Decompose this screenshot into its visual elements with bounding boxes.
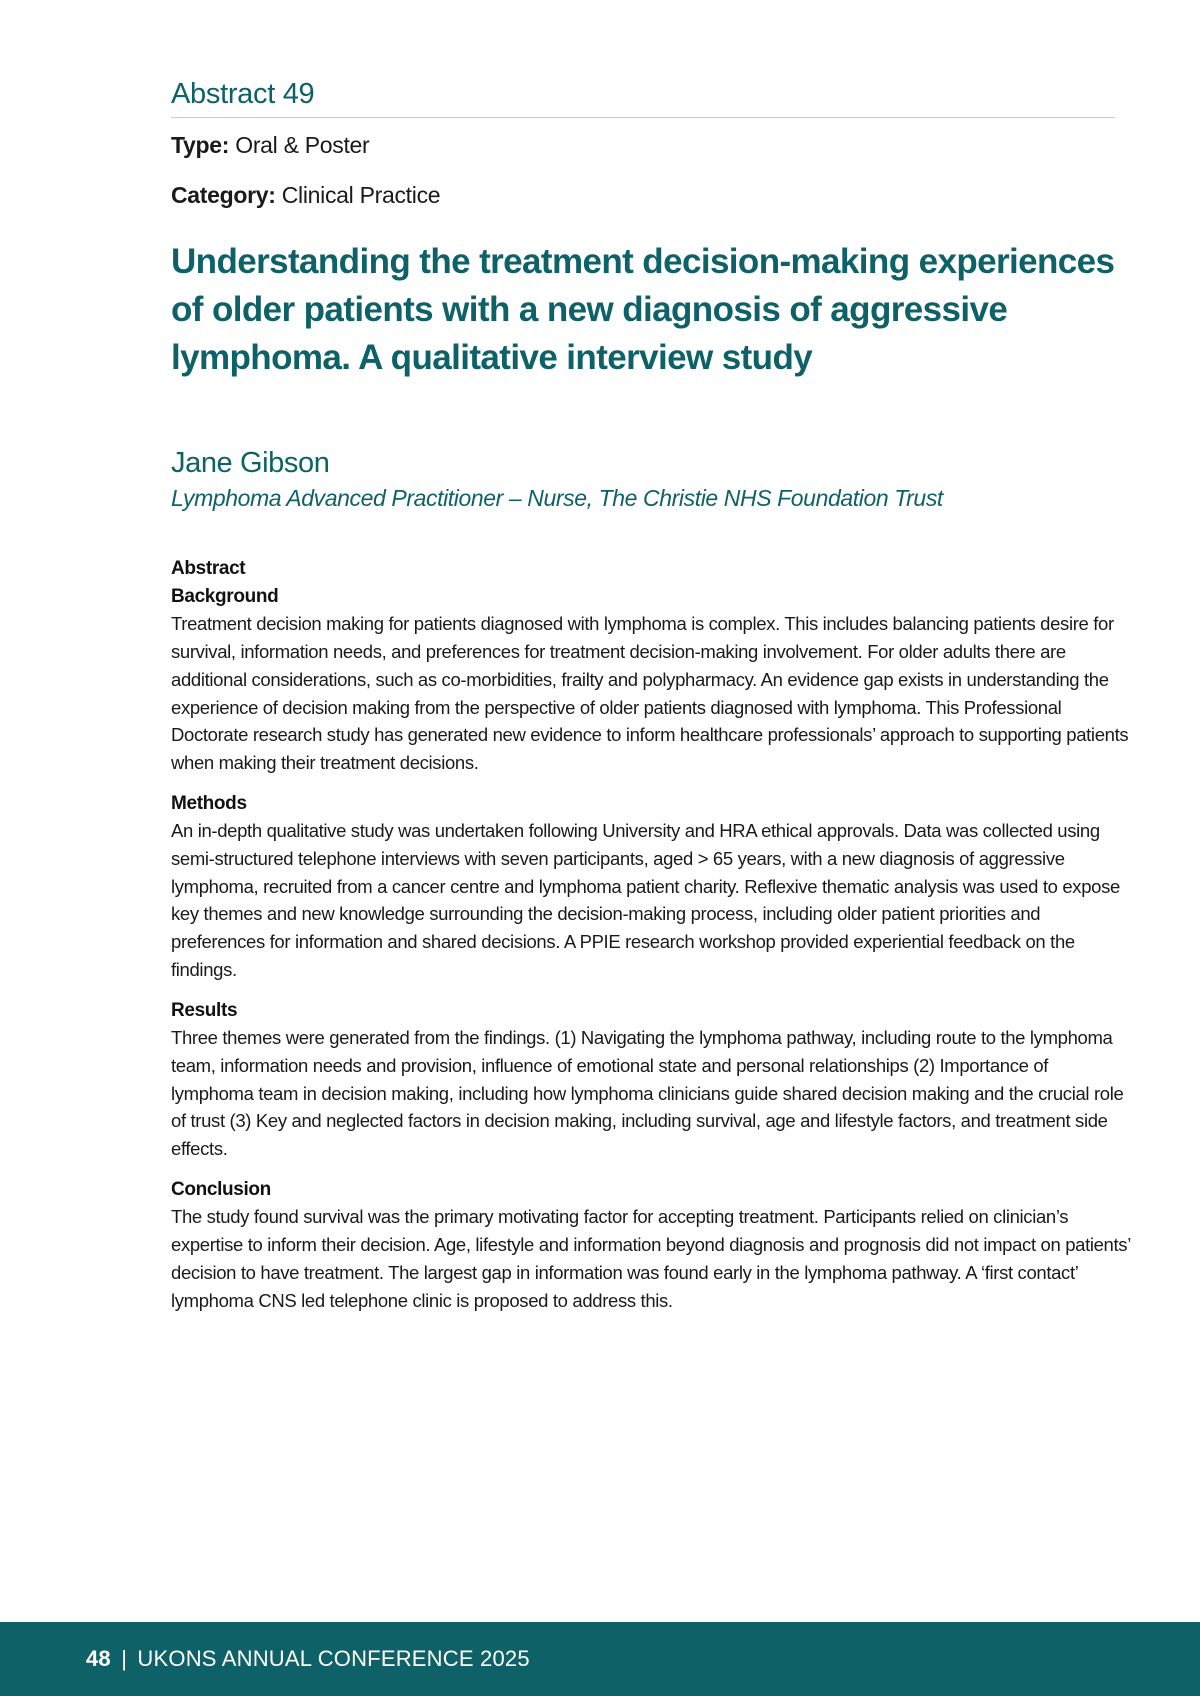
section-heading: Results xyxy=(171,999,238,1021)
section-heading: Background xyxy=(171,585,279,607)
footer-text xyxy=(86,1646,530,1672)
type-line xyxy=(171,132,1115,160)
section-heading: Methods xyxy=(171,792,247,814)
abstract-page xyxy=(171,78,1131,1327)
abstract-body xyxy=(171,555,1131,1314)
abstract-number: Abstract 49 xyxy=(171,78,1115,118)
section-methods xyxy=(171,790,1131,984)
section-results xyxy=(171,997,1131,1163)
section-text: Treatment decision making for patients diagnosed with lymphoma is complex. This includes balancing patients desire for survival, information needs, and preferences for treatment decision-making involvement. For older adults there are additional considerations, such as co-morbidities, frailty and polypharmacy. An evidence gap exists in understanding the experience of decision making from the perspective of older patients diagnosed with lymphoma. This Professional Doctorate research study has generated new evidence to inform healthcare professionals’ approach to supporting patients when making their treatment decisions. xyxy=(171,613,1129,773)
type-value: Oral & Poster xyxy=(235,132,370,159)
category-value: Clinical Practice xyxy=(281,181,441,208)
category-line xyxy=(171,182,1115,210)
section-text: An in-depth qualitative study was undertaken following University and HRA ethical approvals. Data was collected using semi-structured telephone interviews with seven participants, aged > 65 years, with a new diagnosis of aggressive lymphoma, recruited from a cancer centre and lymphoma patient charity. Reflexive thematic analysis was used to expose key themes and new knowledge surrounding the decision-making process, including older patient priorities and preferences for information and shared decisions. A PPIE research workshop provided experiential feedback on the findings. xyxy=(171,820,1120,980)
section-heading: Conclusion xyxy=(171,1178,271,1200)
category-label: Category: xyxy=(171,181,276,208)
author-affiliation: Lymphoma Advanced Practitioner – Nurse, The Christie NHS Foundation Trust xyxy=(171,485,943,512)
section-background xyxy=(171,583,1131,777)
type-label: Type: xyxy=(171,132,230,159)
page-footer xyxy=(0,1622,1200,1696)
section-conclusion xyxy=(171,1176,1131,1315)
section-text: Three themes were generated from the findings. (1) Navigating the lymphoma pathway, including route to the lymphoma team, information needs and provision, influence of emotional state and personal relationships (2) Importance of lymphoma team in decision making, including how lymphoma clinicians guide shared decision making and the crucial role of trust (3) Key and neglected factors in decision making, including survival, age and lifestyle factors, and treatment side effects. xyxy=(171,1027,1124,1160)
footer-separator: | xyxy=(121,1646,128,1671)
abstract-title: Understanding the treatment decision-making experiences of older patients with a new diagnosis of aggressive lymphoma. A qualitative interview study xyxy=(171,241,1115,377)
conference-name: UKONS ANNUAL CONFERENCE 2025 xyxy=(137,1646,530,1671)
author-name: Jane Gibson xyxy=(171,446,330,479)
abstract-heading: Abstract xyxy=(171,558,246,580)
page-number: 48 xyxy=(86,1646,111,1671)
section-text: The study found survival was the primary motivating factor for accepting treatment. Participants relied on clinician’s expertise to inform their decision. Age, lifestyle and information beyond diagnosis and prognosis did not impact on patients’ decision to have treatment. The largest gap in information was found early in the lymphoma pathway. A ‘first contact’ lymphoma CNS led telephone clinic is proposed to address this. xyxy=(171,1206,1131,1311)
